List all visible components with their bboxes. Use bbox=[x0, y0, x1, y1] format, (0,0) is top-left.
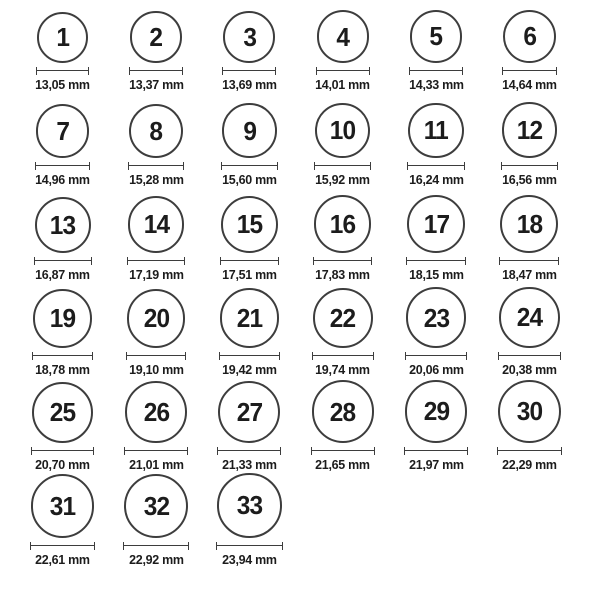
diameter-ruler bbox=[502, 67, 557, 75]
diameter-ruler bbox=[34, 257, 92, 265]
diameter-ruler bbox=[497, 447, 562, 455]
diameter-ruler bbox=[124, 447, 188, 455]
ring-circle bbox=[35, 197, 91, 253]
diameter-label: 15,60 mm bbox=[222, 171, 277, 187]
ring-size-number: 17 bbox=[423, 208, 449, 239]
diameter-ruler bbox=[409, 67, 464, 75]
diameter-ruler bbox=[35, 162, 91, 170]
ring-circle bbox=[125, 381, 187, 443]
diameter-ruler bbox=[128, 162, 184, 170]
ring-circle bbox=[130, 11, 181, 62]
diameter-label: 20,70 mm bbox=[35, 456, 90, 472]
diameter-label: 17,51 mm bbox=[222, 266, 277, 282]
diameter-label: 14,01 mm bbox=[315, 76, 370, 92]
ring-size-number: 31 bbox=[49, 490, 76, 521]
ring-circle bbox=[36, 104, 90, 158]
ring-circle bbox=[498, 380, 561, 443]
ring-size-number: 3 bbox=[242, 21, 256, 52]
diameter-label: 19,74 mm bbox=[315, 361, 370, 377]
ring-size-cell bbox=[16, 95, 109, 190]
ring-circle bbox=[33, 289, 92, 348]
ring-circle bbox=[313, 288, 373, 348]
ring-circle bbox=[405, 380, 468, 443]
ring-circle bbox=[218, 381, 280, 443]
ring-size-number: 10 bbox=[330, 115, 356, 146]
ring-size-cell bbox=[203, 285, 296, 380]
ring-circle bbox=[222, 103, 276, 157]
ring-size-number: 25 bbox=[50, 397, 76, 428]
ring-circle bbox=[502, 102, 558, 158]
ring-circle bbox=[128, 196, 184, 252]
diameter-ruler bbox=[36, 67, 89, 75]
diameter-label: 22,92 mm bbox=[128, 551, 184, 567]
ring-size-number: 27 bbox=[236, 396, 262, 427]
diameter-ruler bbox=[498, 352, 561, 360]
ring-size-cell bbox=[16, 190, 109, 285]
ring-circle bbox=[220, 288, 279, 347]
ring-size-cell bbox=[389, 95, 482, 190]
ring-size-cell bbox=[483, 285, 576, 380]
ring-size-cell bbox=[203, 0, 296, 95]
diameter-ruler bbox=[407, 162, 464, 170]
diameter-label: 21,65 mm bbox=[315, 456, 370, 472]
diameter-ruler bbox=[127, 257, 185, 265]
ring-circle bbox=[410, 10, 463, 63]
diameter-label: 19,10 mm bbox=[128, 361, 184, 377]
diameter-ruler bbox=[30, 542, 96, 550]
ring-circle bbox=[499, 287, 560, 348]
ring-size-cell bbox=[389, 380, 482, 475]
ring-size-cell bbox=[16, 380, 109, 475]
ring-size-number: 15 bbox=[236, 209, 262, 240]
ring-size-number: 9 bbox=[242, 115, 256, 146]
ring-size-cell bbox=[109, 95, 202, 190]
diameter-label: 23,94 mm bbox=[222, 551, 277, 567]
ring-size-number: 14 bbox=[143, 209, 169, 240]
ring-size-cell bbox=[109, 380, 202, 475]
diameter-ruler bbox=[313, 257, 372, 265]
diameter-label: 16,24 mm bbox=[408, 171, 464, 187]
ring-size-cell bbox=[203, 380, 296, 475]
ring-size-number: 8 bbox=[149, 115, 163, 146]
diameter-ruler bbox=[405, 352, 467, 360]
diameter-ruler bbox=[129, 67, 182, 75]
ring-size-number: 32 bbox=[143, 490, 169, 521]
diameter-label: 20,38 mm bbox=[502, 361, 557, 377]
ring-size-cell bbox=[389, 190, 482, 285]
diameter-ruler bbox=[217, 447, 281, 455]
diameter-label: 21,97 mm bbox=[408, 456, 464, 472]
ring-circle bbox=[315, 103, 370, 158]
ring-circle bbox=[314, 195, 371, 252]
diameter-ruler bbox=[499, 257, 559, 265]
diameter-label: 21,33 mm bbox=[222, 456, 277, 472]
ring-size-cell bbox=[16, 285, 109, 380]
ring-size-number: 1 bbox=[56, 22, 69, 53]
ring-size-cell bbox=[389, 0, 482, 95]
diameter-ruler bbox=[123, 542, 189, 550]
ring-circle bbox=[124, 474, 188, 538]
ring-size-cell bbox=[203, 475, 296, 570]
ring-size-number: 18 bbox=[516, 208, 542, 239]
diameter-label: 18,47 mm bbox=[502, 266, 557, 282]
ring-size-number: 2 bbox=[149, 22, 163, 52]
ring-size-number: 4 bbox=[336, 21, 349, 52]
ring-size-number: 12 bbox=[516, 114, 542, 145]
diameter-label: 14,33 mm bbox=[408, 76, 464, 92]
ring-size-cell bbox=[203, 95, 296, 190]
ring-size-cell bbox=[109, 475, 202, 570]
diameter-label: 18,78 mm bbox=[35, 361, 90, 377]
ring-circle bbox=[223, 11, 275, 63]
ring-circle bbox=[127, 289, 186, 348]
ring-circle bbox=[129, 104, 183, 158]
diameter-ruler bbox=[316, 67, 370, 75]
diameter-ruler bbox=[32, 352, 93, 360]
ring-size-number: 24 bbox=[516, 302, 542, 333]
ring-size-number: 30 bbox=[516, 396, 542, 427]
ring-size-number: 26 bbox=[143, 396, 169, 427]
diameter-label: 14,64 mm bbox=[502, 76, 557, 92]
ring-circle bbox=[407, 195, 465, 253]
diameter-ruler bbox=[126, 352, 187, 360]
diameter-label: 15,28 mm bbox=[128, 171, 184, 187]
ring-size-cell bbox=[16, 0, 109, 95]
ring-size-cell bbox=[109, 190, 202, 285]
diameter-label: 16,56 mm bbox=[502, 171, 557, 187]
ring-size-cell bbox=[296, 190, 389, 285]
diameter-ruler bbox=[311, 447, 375, 455]
ring-size-number: 16 bbox=[330, 209, 356, 240]
ring-size-cell bbox=[296, 0, 389, 95]
ring-circle bbox=[221, 196, 278, 253]
ring-circle bbox=[503, 10, 556, 63]
ring-size-number: 7 bbox=[56, 115, 69, 146]
ring-size-number: 13 bbox=[49, 209, 76, 240]
ring-size-number: 20 bbox=[143, 303, 169, 334]
ring-size-cell bbox=[16, 475, 109, 570]
diameter-ruler bbox=[404, 447, 469, 455]
diameter-label: 13,69 mm bbox=[222, 76, 277, 92]
diameter-ruler bbox=[222, 67, 276, 75]
diameter-label: 17,83 mm bbox=[315, 266, 370, 282]
ring-circle bbox=[408, 103, 463, 158]
ring-circle bbox=[31, 474, 95, 538]
ring-size-cell bbox=[483, 380, 576, 475]
ring-circle bbox=[37, 12, 88, 63]
ring-size-number: 5 bbox=[429, 21, 443, 52]
ring-size-cell bbox=[483, 95, 576, 190]
ring-size-cell bbox=[109, 0, 202, 95]
ring-size-cell bbox=[483, 190, 576, 285]
diameter-ruler bbox=[219, 352, 280, 360]
diameter-label: 20,06 mm bbox=[408, 361, 464, 377]
diameter-ruler bbox=[314, 162, 371, 170]
ring-circle bbox=[312, 380, 374, 442]
diameter-label: 17,19 mm bbox=[128, 266, 184, 282]
diameter-label: 13,05 mm bbox=[35, 76, 90, 92]
ring-size-cell bbox=[296, 380, 389, 475]
ring-size-number: 21 bbox=[236, 303, 262, 333]
diameter-ruler bbox=[216, 542, 282, 550]
diameter-label: 14,96 mm bbox=[35, 171, 90, 187]
ring-size-number: 29 bbox=[423, 396, 449, 427]
ring-size-cell bbox=[109, 285, 202, 380]
ring-circle bbox=[32, 382, 93, 443]
diameter-ruler bbox=[31, 447, 94, 455]
ring-size-number: 11 bbox=[423, 115, 448, 146]
ring-circle bbox=[317, 10, 369, 62]
ring-size-cell bbox=[389, 285, 482, 380]
diameter-label: 19,42 mm bbox=[222, 361, 277, 377]
ring-size-cell bbox=[296, 285, 389, 380]
ring-size-grid bbox=[16, 0, 576, 570]
diameter-ruler bbox=[406, 257, 466, 265]
diameter-label: 21,01 mm bbox=[128, 456, 184, 472]
diameter-label: 13,37 mm bbox=[128, 76, 184, 92]
ring-circle bbox=[406, 287, 466, 347]
ring-circle bbox=[500, 195, 558, 253]
ring-size-number: 28 bbox=[330, 396, 356, 427]
diameter-ruler bbox=[220, 257, 279, 265]
diameter-label: 22,29 mm bbox=[502, 456, 557, 472]
diameter-label: 16,87 mm bbox=[35, 266, 90, 282]
diameter-ruler bbox=[501, 162, 559, 170]
ring-size-number: 19 bbox=[50, 303, 76, 334]
ring-circle bbox=[217, 473, 281, 537]
ring-size-number: 33 bbox=[236, 490, 262, 521]
ring-size-number: 6 bbox=[522, 21, 536, 52]
ring-size-cell bbox=[483, 0, 576, 95]
ring-size-number: 23 bbox=[423, 302, 449, 333]
ring-size-cell bbox=[203, 190, 296, 285]
ring-size-number: 22 bbox=[329, 302, 356, 333]
diameter-label: 22,61 mm bbox=[35, 551, 90, 567]
diameter-label: 18,15 mm bbox=[408, 266, 464, 282]
diameter-ruler bbox=[312, 352, 374, 360]
diameter-label: 15,92 mm bbox=[315, 171, 370, 187]
diameter-ruler bbox=[221, 162, 277, 170]
ring-size-cell bbox=[296, 95, 389, 190]
